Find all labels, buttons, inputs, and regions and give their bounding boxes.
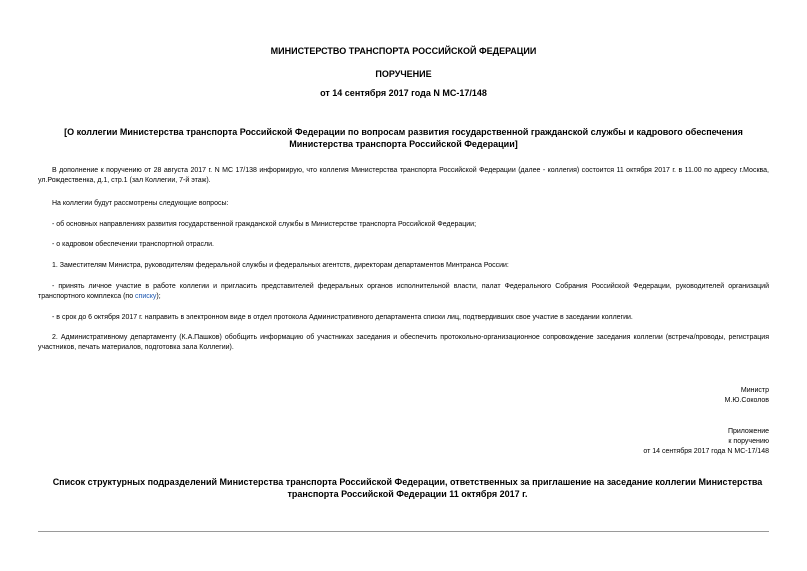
title-line-1: [О коллегии Министерства транспорта Российской Федерации по вопросам развития государственной гражданской службы и кадрового обеспечения [64, 127, 743, 137]
paragraph-question-2: - о кадровом обеспечении транспортной отрасли. [52, 241, 214, 248]
paragraph-item-1a-end: ); [156, 293, 161, 300]
paragraph-item-1a [38, 282, 769, 302]
paragraph-questions-lead: На коллегии будут рассмотрены следующие вопросы: [52, 200, 229, 207]
title-line-2: Министерства транспорта Российской Федерации] [289, 139, 518, 149]
paragraph-item-1b: - в срок до 6 октября 2017 г. направить в электронном виде в отдел протокола Административного департамента списки лиц, подтвердивших свое участие в заседании коллегии. [52, 314, 633, 321]
paragraph-item-1a-text: - принять личное участие в работе коллегии и пригласить представителей федеральных органов исполнительной власти, палат Федерального Собрания Российской Федерации, руководителей организаций транспортного комплекса (по [38, 283, 769, 300]
document-title [38, 126, 769, 150]
appendix-block [643, 427, 769, 457]
appendix-date-number: от 14 сентября 2017 года N МС-17/148 [643, 448, 769, 455]
divider-line [38, 531, 769, 532]
list-link[interactable]: списку [135, 293, 157, 300]
paragraph-item-1: 1. Заместителям Министра, руководителям федеральной службы и федеральных агентств, директорам департаментов Минтранса России: [52, 262, 509, 269]
paragraph-item-2: 2. Административному департаменту (К.А.Пашков) обобщить информацию об участниках заседания и обеспечить протокольно-организационное сопровождение заседания коллегии (встреча/проводы, регистрация участников, печать материалов, подготовка зала Коллегии). [38, 334, 769, 351]
appendix-label: Приложение [727, 428, 769, 435]
ministry-header: МИНИСТЕРСТВО ТРАНСПОРТА РОССИЙСКОЙ ФЕДЕРАЦИИ [270, 46, 537, 56]
document-date-number: от 14 сентября 2017 года N МС-17/148 [320, 88, 487, 98]
document-page [38, 0, 769, 571]
list-title: Список структурных подразделений Министерства транспорта Российской Федерации, ответственных за приглашение на заседание коллегии Министерства транспорта Российской Федерации 11 октября 2017 г. [52, 477, 763, 499]
signature-position: Министр [740, 387, 769, 394]
paragraph-question-1: - об основных направлениях развития государственной гражданской службы в Министерстве транспорта Российской Федерации; [52, 221, 477, 228]
document-type: ПОРУЧЕНИЕ [375, 69, 432, 79]
signature-block [725, 386, 769, 406]
appendix-ref: к поручению [728, 438, 769, 445]
signature-name: М.Ю.Соколов [724, 397, 769, 404]
paragraph-intro: В дополнение к поручению от 28 августа 2017 г. N МС 17/138 информирую, что коллегия Министерства транспорта Российской Федерации (далее - коллегия) состоится 11 октября 2017 г. в 11.00 по адресу г.Москва, ул.Рождественка, д.1, стр.1 (зал Коллегии, 7-й этаж). [38, 167, 769, 184]
